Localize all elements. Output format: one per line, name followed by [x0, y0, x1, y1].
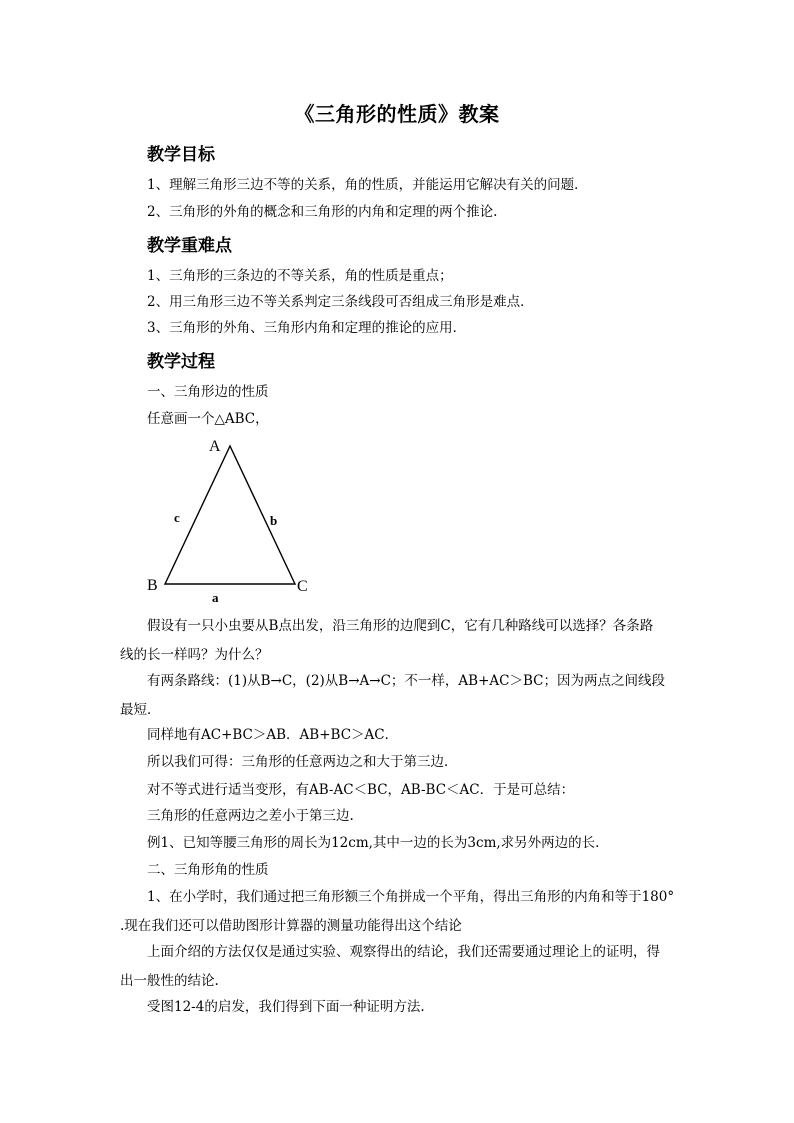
angle-line-2: .现在我们还可以借助图形计算器的测量功能得出这个结论 [120, 918, 462, 934]
method-line-2: 出一般性的结论. [120, 973, 219, 989]
angle-line-1: 1、在小学时，我们通过把三角形额三个角拼成一个平角，得出三角形的内角和等于180° [147, 889, 675, 905]
goal-item-1: 1、理解三角形三边不等的关系，角的性质，并能运用它解决有关的问题． [147, 177, 588, 193]
question-line-2: 线的长一样吗？为什么？ [120, 647, 269, 663]
part1-heading: 一、三角形边的性质 [147, 384, 269, 400]
conclusion-difference: 三角形的任意两边之差小于第三边. [147, 808, 354, 824]
goals-heading: 教学目标 [147, 145, 215, 165]
process-heading: 教学过程 [147, 352, 215, 372]
question-line-1: 假设有一只小虫要从B点出发，沿三角形的边爬到C，它有几种路线可以选择？各条路 [147, 618, 654, 634]
side-a-label: a [212, 590, 219, 605]
same-inequalities: 同样地有AC+BC＞AB．AB+BC＞AC． [147, 727, 399, 743]
conclusion-sum: 所以我们可得：三角形的任意两边之和大于第三边． [147, 754, 458, 770]
side-c-label: c [174, 510, 180, 525]
answer-line-2: 最短． [120, 702, 161, 718]
key-point-3: 3、三角形的外角、三角形内角和定理的推论的应用． [147, 320, 467, 336]
example-1: 例1、已知等腰三角形的周长为12cm,其中一边的长为3cm,求另外两边的长. [147, 835, 600, 851]
method-line-1: 上面介绍的方法仅仅是通过实验、观察得出的结论，我们还需要通过理论上的证明，得 [147, 944, 660, 960]
answer-line-1: 有两条路线：(1)从B→C，(2)从B→A→C；不一样，AB+AC＞BC；因为两点之间线段 [147, 673, 665, 689]
vertex-c-label: C [297, 578, 308, 595]
document-title: 《三角形的性质》教案 [294, 102, 500, 126]
transform-line: 对不等式进行适当变形，有AB-AC＜BC，AB-BC＜AC．于是可总结： [147, 782, 575, 798]
draw-prompt: 任意画一个△ABC， [147, 411, 269, 427]
inspire-line: 受图12-4的启发，我们得到下面一种证明方法. [147, 999, 425, 1015]
vertex-b-label: B [147, 577, 158, 594]
side-b-label: b [270, 513, 278, 528]
goal-item-2: 2、三角形的外角的概念和三角形的内角和定理的两个推论. [147, 204, 498, 220]
vertex-a-label: A [209, 438, 221, 455]
triangle-diagram [140, 434, 320, 606]
key-point-1: 1、三角形的三条边的不等关系，角的性质是重点； [147, 268, 453, 284]
key-point-2: 2、用三角形三边不等关系判定三条线段可否组成三角形是难点． [147, 294, 534, 310]
part2-heading: 二、三角形角的性质 [147, 862, 269, 878]
key-points-heading: 教学重难点 [147, 236, 232, 256]
